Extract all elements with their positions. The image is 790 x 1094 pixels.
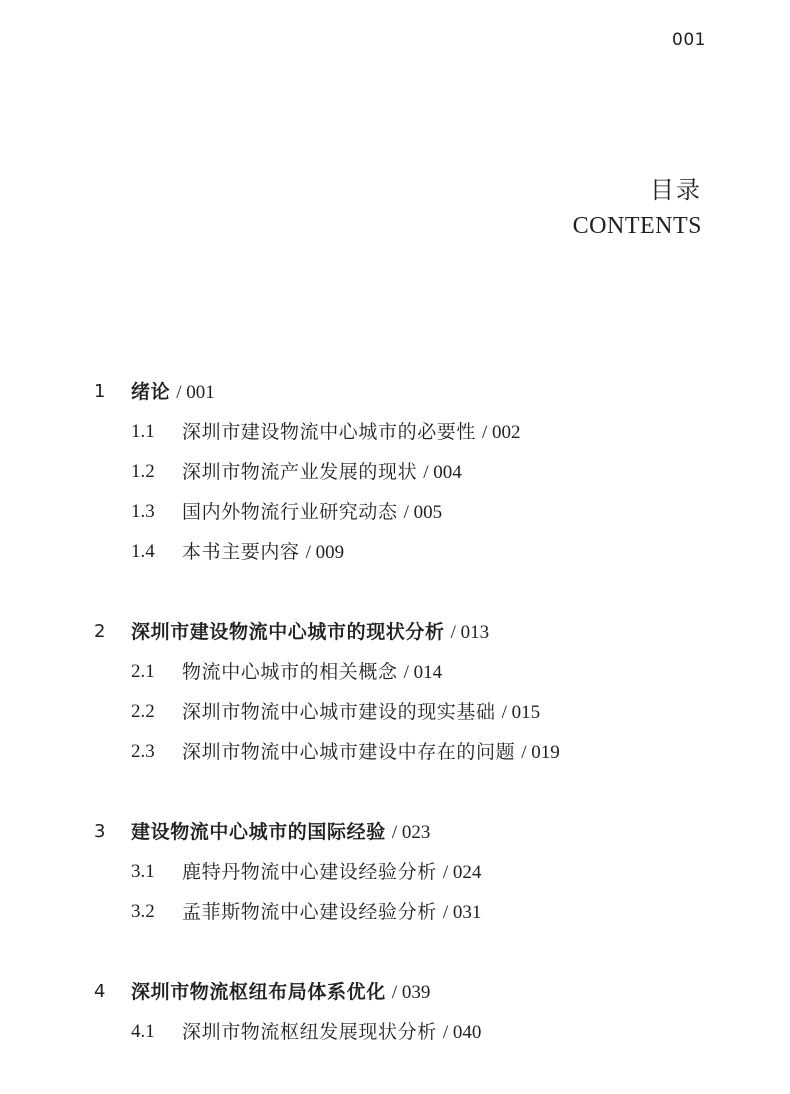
section-title-text: 深圳市物流中心城市建设中存在的问题 bbox=[182, 741, 516, 763]
toc-section-1-3[interactable] bbox=[0, 492, 790, 532]
chapter-spacer bbox=[0, 772, 790, 812]
section-title bbox=[182, 652, 442, 693]
section-page: / 019 bbox=[521, 742, 560, 763]
section-number: 3.1 bbox=[131, 861, 155, 882]
section-number: 2.1 bbox=[131, 661, 155, 682]
toc-chapter-4[interactable] bbox=[0, 972, 790, 1012]
section-title bbox=[182, 692, 540, 733]
chapter-title-text: 深圳市物流枢纽布局体系优化 bbox=[131, 981, 386, 1003]
toc-chapter-1[interactable] bbox=[0, 372, 790, 412]
toc-section-2-2[interactable] bbox=[0, 692, 790, 732]
section-page: / 014 bbox=[403, 662, 443, 683]
section-page: / 004 bbox=[423, 462, 462, 483]
toc-section-2-3[interactable] bbox=[0, 732, 790, 772]
chapter-number: 2 bbox=[94, 621, 106, 642]
section-number: 3.2 bbox=[131, 901, 155, 922]
chapter-title-text: 绪论 bbox=[131, 381, 171, 403]
toc-chapter-2[interactable] bbox=[0, 612, 790, 652]
section-page: / 040 bbox=[442, 1022, 482, 1043]
toc-section-1-4[interactable] bbox=[0, 532, 790, 572]
toc-section-1-1[interactable] bbox=[0, 412, 790, 452]
section-title-text: 国内外物流行业研究动态 bbox=[182, 501, 398, 523]
table-of-contents bbox=[0, 372, 790, 1052]
section-number: 1.4 bbox=[131, 541, 155, 562]
chapter-page: / 023 bbox=[391, 822, 431, 843]
section-title bbox=[182, 852, 481, 893]
section-title-text: 鹿特丹物流中心建设经验分析 bbox=[182, 861, 437, 883]
section-title bbox=[182, 412, 521, 453]
section-title bbox=[182, 492, 442, 533]
chapter-number: 1 bbox=[94, 381, 106, 402]
section-number: 1.2 bbox=[131, 461, 155, 482]
section-page: / 015 bbox=[501, 702, 541, 723]
toc-section-3-1[interactable] bbox=[0, 852, 790, 892]
contents-title-cn: 目录 bbox=[650, 176, 702, 204]
chapter-title bbox=[131, 612, 489, 653]
chapter-title bbox=[131, 972, 430, 1013]
section-number: 2.2 bbox=[131, 701, 155, 722]
chapter-title bbox=[131, 372, 215, 413]
section-title bbox=[182, 1012, 481, 1053]
section-title-text: 本书主要内容 bbox=[182, 541, 300, 563]
chapter-page: / 039 bbox=[391, 982, 431, 1003]
section-title-text: 孟菲斯物流中心建设经验分析 bbox=[182, 901, 437, 923]
contents-title-en: CONTENTS bbox=[572, 213, 702, 239]
chapter-number: 3 bbox=[94, 821, 106, 842]
toc-section-4-1[interactable] bbox=[0, 1012, 790, 1052]
section-page: / 024 bbox=[442, 862, 482, 883]
toc-chapter-3[interactable] bbox=[0, 812, 790, 852]
section-title-text: 深圳市物流中心城市建设的现实基础 bbox=[182, 701, 496, 723]
toc-section-2-1[interactable] bbox=[0, 652, 790, 692]
page-number: 001 bbox=[672, 30, 706, 50]
section-page: / 031 bbox=[442, 902, 482, 923]
section-title bbox=[182, 892, 481, 933]
section-page: / 002 bbox=[482, 422, 521, 443]
section-number: 2.3 bbox=[131, 741, 155, 762]
section-title-text: 深圳市物流枢纽发展现状分析 bbox=[182, 1021, 437, 1043]
section-title bbox=[182, 532, 344, 573]
section-title-text: 深圳市建设物流中心城市的必要性 bbox=[182, 421, 477, 443]
chapter-title-text: 深圳市建设物流中心城市的现状分析 bbox=[131, 621, 445, 643]
section-page: / 009 bbox=[305, 542, 345, 563]
chapter-spacer bbox=[0, 572, 790, 612]
section-title-text: 物流中心城市的相关概念 bbox=[182, 661, 398, 683]
section-title bbox=[182, 452, 462, 493]
chapter-spacer bbox=[0, 932, 790, 972]
chapter-title bbox=[131, 812, 430, 853]
section-number: 4.1 bbox=[131, 1021, 155, 1042]
chapter-number: 4 bbox=[94, 981, 106, 1002]
chapter-page: / 013 bbox=[450, 622, 490, 643]
chapter-page: / 001 bbox=[176, 382, 215, 403]
section-number: 1.1 bbox=[131, 421, 155, 442]
section-number: 1.3 bbox=[131, 501, 155, 522]
chapter-title-text: 建设物流中心城市的国际经验 bbox=[131, 821, 386, 843]
toc-section-1-2[interactable] bbox=[0, 452, 790, 492]
toc-section-3-2[interactable] bbox=[0, 892, 790, 932]
section-page: / 005 bbox=[403, 502, 443, 523]
section-title-text: 深圳市物流产业发展的现状 bbox=[182, 461, 418, 483]
section-title bbox=[182, 732, 560, 773]
